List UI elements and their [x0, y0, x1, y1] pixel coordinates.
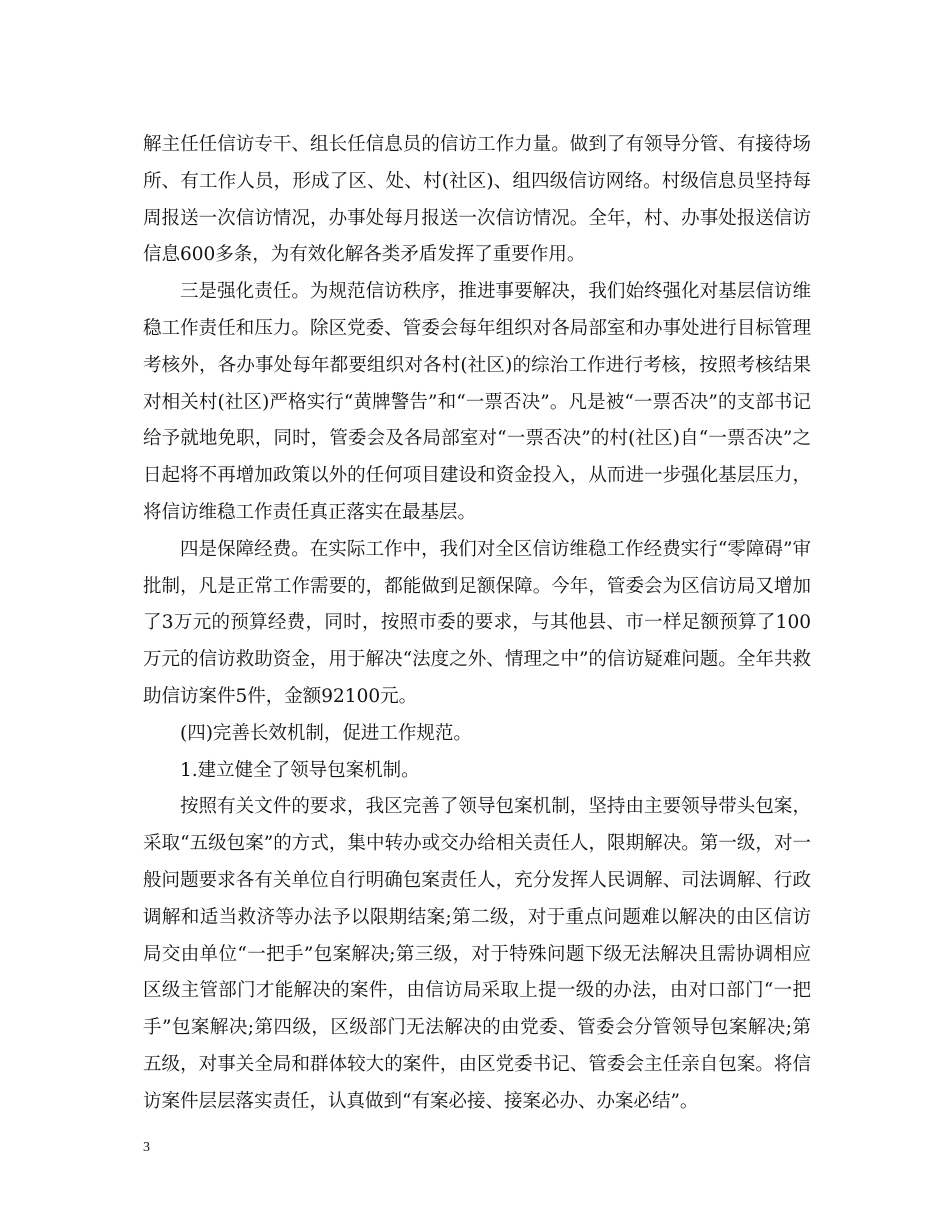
- paragraph-five-level-case-handling: 按照有关文件的要求，我区完善了领导包案机制，坚持由主要领导带头包案，采取“五级包案”的方式，集中转办或交办给相关责任人，限期解决。第一级，对一般问题要求各有关单位自行明确包案责任人，充分发挥人民调解、司法调解、行政调解和适当救济等办法予以限期结案;第二级，对于重点问题难以解决的由区信访局交由单位“一把手”包案解决;第三级，对于特殊问题下级无法解决且需协调相应区级主管部门才能解决的案件，由信访局采取上提一级的办法，由对口部门“一把手”包案解决;第四级，区级部门无法解决的由党委、管委会分管领导包案解决;第五级，对事关全局和群体较大的案件，由区党委书记、管委会主任亲自包案。将信访案件层层落实责任，认真做到“有案必接、接案必办、办案必结”。: [143, 796, 811, 1112]
- page-number: 3: [143, 1140, 150, 1155]
- section-heading-long-term-mechanism: (四)完善长效机制，促进工作规范。: [180, 722, 472, 744]
- body-text: [143, 127, 811, 1121]
- paragraph-guarantee-funding: 四是保障经费。在实际工作中，我们对全区信访维稳工作经费实行“零障碍”审批制，凡是正常工作需要的，都能做到足额保障。今年，管委会为区信访局又增加了3万元的预算经费，同时，按照市委的要求，与其他县、市一样足额预算了100万元的信访救助资金，用于解决“法度之外、情理之中”的信访疑难问题。全年共救助信访案件5件，金额92100元。: [143, 538, 811, 707]
- paragraph-strengthen-responsibility: 三是强化责任。为规范信访秩序，推进事要解决，我们始终强化对基层信访维稳工作责任和压力。除区党委、管委会每年组织对各局部室和办事处进行目标管理考核外，各办事处每年都要组织对各村(社区)的综治工作进行考核，按照考核结果对相关村(社区)严格实行“黄牌警告”和“一票否决”。凡是被“一票否决”的支部书记给予就地免职，同时，管委会及各局部室对“一票否决”的村(社区)自“一票否决”之日起将不再增加政策以外的任何项目建设和资金投入，从而进一步强化基层压力，将信访维稳工作责任真正落实在最基层。: [143, 281, 811, 523]
- subheading-leader-case-mechanism: 1.建立健全了领导包案机制。: [180, 759, 420, 781]
- paragraph-network-continuation: 解主任任信访专干、组长任信息员的信访工作力量。做到了有领导分管、有接待场所、有工作人员，形成了区、处、村(社区)、组四级信访网络。村级信息员坚持每周报送一次信访情况，办事处每月报送一次信访情况。全年，村、办事处报送信访信息600多条，为有效化解各类矛盾发挥了重要作用。: [143, 134, 811, 266]
